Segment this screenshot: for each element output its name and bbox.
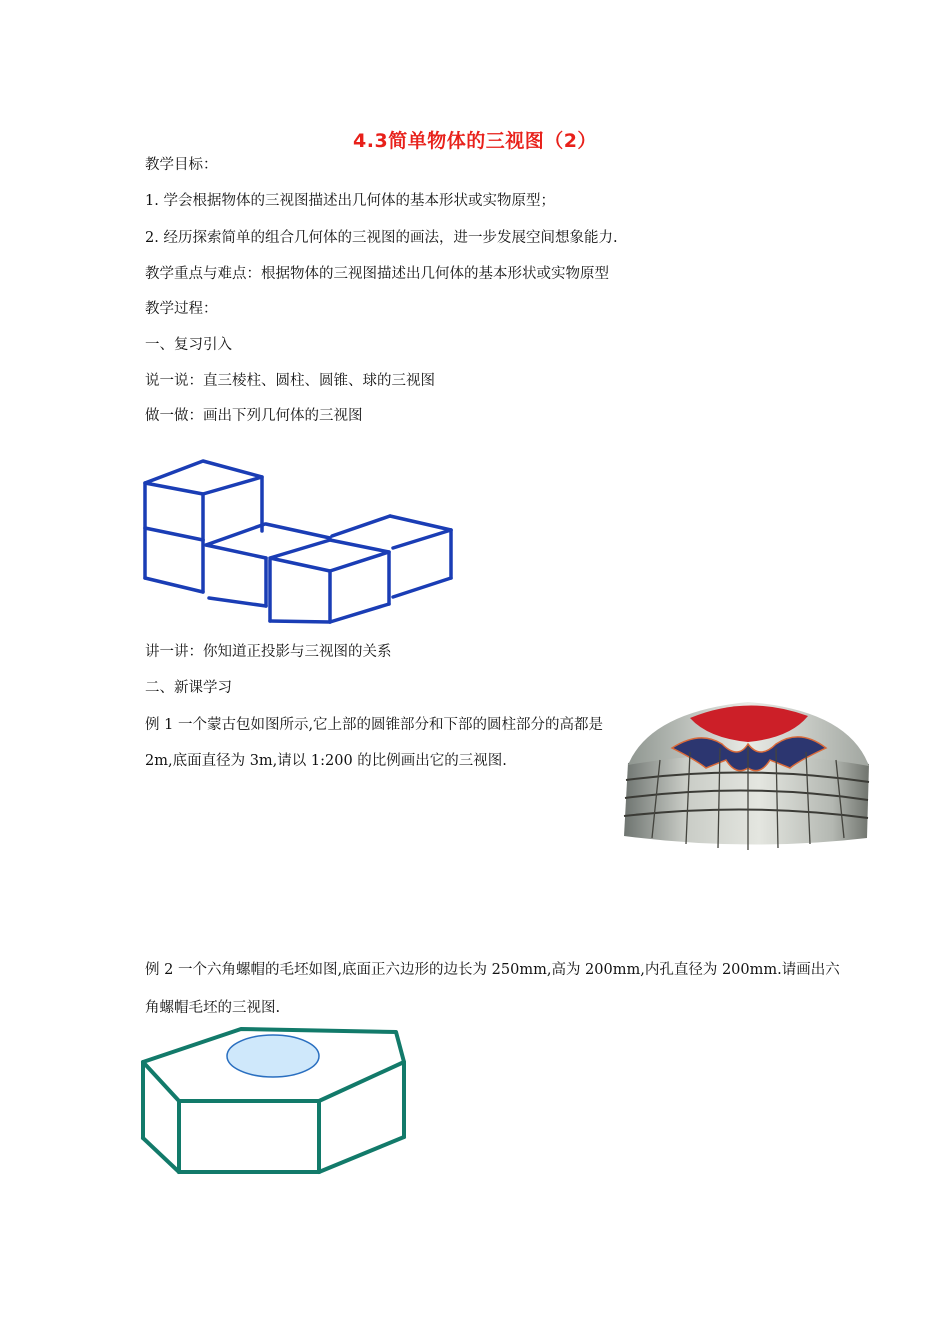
cube-assembly-figure xyxy=(138,456,463,628)
process-heading: 教学过程： xyxy=(145,301,218,317)
section-heading-new-lesson: 二、新课学习 xyxy=(145,680,232,696)
goal-1: 1. 学会根据物体的三视图描述出几何体的基本形状或实物原型； xyxy=(145,193,555,209)
say-it-text: 说一说：直三棱柱、圆柱、圆锥、球的三视图 xyxy=(145,373,435,389)
goals-heading: 教学目标： xyxy=(145,157,218,173)
goal-2: 2. 经历探索简单的组合几何体的三视图的画法，进一步发展空间想象能力. xyxy=(145,230,618,246)
section-heading-review: 一、复习引入 xyxy=(145,337,232,353)
key-points: 教学重点与难点：根据物体的三视图描述出几何体的基本形状或实物原型 xyxy=(145,266,609,282)
hex-nut-figure xyxy=(136,1024,412,1180)
talk-it-text: 讲一讲：你知道正投影与三视图的关系 xyxy=(145,644,392,660)
do-it-text: 做一做：画出下列几何体的三视图 xyxy=(145,408,363,424)
example-2-text: 例 2 一个六角螺帽的毛坯如图,底面正六边形的边长为 250mm,高为 200mm,内孔直径为 200mm.请画出六角螺帽毛坯的三视图. xyxy=(145,962,840,1016)
page-title: 4.3简单物体的三视图（2） xyxy=(353,130,597,152)
yurt-image xyxy=(618,700,878,860)
inner-hole-ellipse xyxy=(227,1035,319,1077)
example-1-text: 例 1 一个蒙古包如图所示,它上部的圆锥部分和下部的圆柱部分的高都是 2m,底面直径为 3m,请以 1:200 的比例画出它的三视图. xyxy=(145,717,604,769)
